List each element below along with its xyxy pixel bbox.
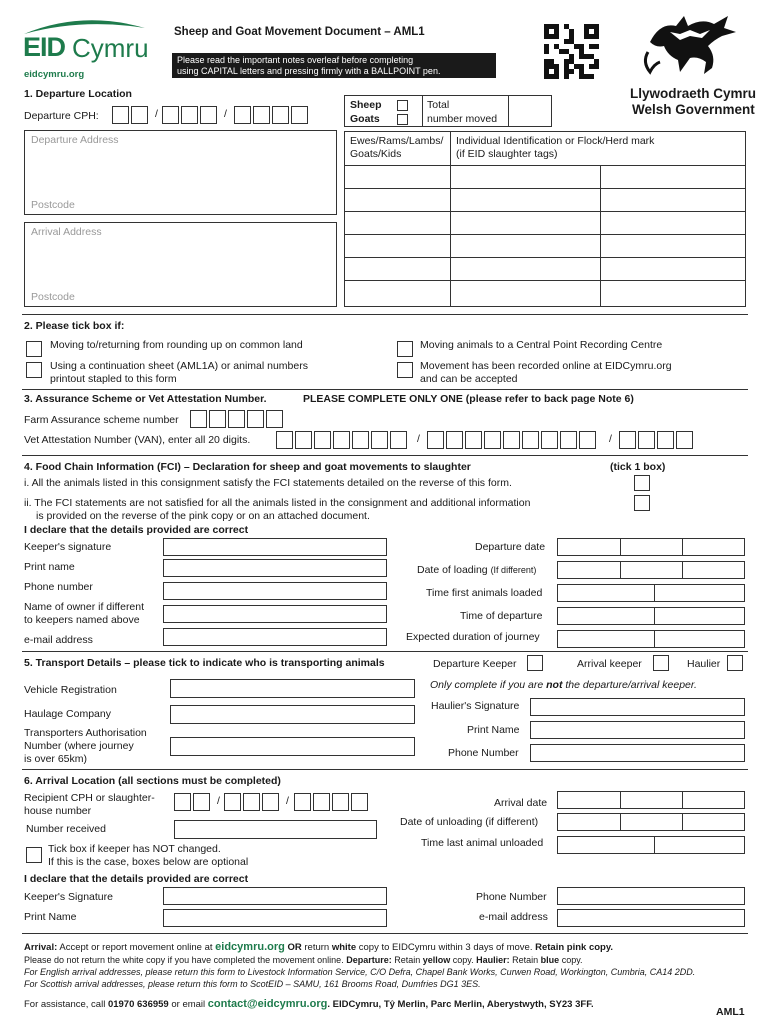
recorded-online-checkbox[interactable] bbox=[397, 362, 413, 378]
only-complete-not: not bbox=[546, 679, 563, 691]
arrival-cph-part3[interactable] bbox=[294, 793, 370, 811]
haulage-company-input[interactable] bbox=[170, 705, 415, 724]
farm-assurance-label: Farm Assurance scheme number bbox=[24, 414, 179, 426]
haulier-print-name-input[interactable] bbox=[530, 721, 745, 739]
logo-eid: EID bbox=[23, 32, 66, 62]
vehicle-registration-label: Vehicle Registration bbox=[24, 684, 117, 696]
arrival-keeper-checkbox[interactable] bbox=[653, 655, 669, 671]
ewes-header-2: Goats/Kids bbox=[350, 148, 402, 160]
footer-eidcymru-link[interactable]: eidcymru.org bbox=[215, 941, 285, 953]
footer-english-address: For English arrival addresses, please return this form to Livestock Information Service, C/O Defra, Chapel Bank Works, Curwen Road, Workington, Cumbria, CA14 2DD. bbox=[24, 967, 696, 977]
common-land-label: Moving to/returning from rounding up on common land bbox=[50, 339, 303, 351]
haulier-label: Haulier bbox=[687, 658, 721, 670]
recorded-online-label-2: and can be accepted bbox=[420, 373, 518, 385]
declaration-1: I declare that the details provided are correct bbox=[24, 524, 249, 536]
footer-l2-yellow: yellow bbox=[422, 955, 451, 965]
animal-identification-table bbox=[344, 131, 746, 307]
ident-header: Individual Identification or Flock/Herd mark bbox=[456, 135, 655, 147]
email-label: e-mail address bbox=[24, 634, 93, 646]
declaration-2: I declare that the details provided are correct bbox=[24, 873, 249, 885]
page-title: Sheep and Goat Movement Document – AML1 bbox=[174, 26, 425, 38]
time-unloaded-label: Time last animal unloaded bbox=[421, 837, 544, 849]
tan-label-3: is over 65km) bbox=[24, 753, 88, 765]
footer-l2-blue: blue bbox=[540, 955, 560, 965]
keeper-not-changed-checkbox[interactable] bbox=[26, 847, 42, 863]
number-received-label: Number received bbox=[26, 823, 106, 835]
departure-date-input[interactable] bbox=[557, 538, 745, 556]
section-2-title: 2. Please tick box if: bbox=[24, 320, 125, 332]
section-3-instruction: PLEASE COMPLETE ONLY ONE (please refer to back page Note 6) bbox=[303, 393, 634, 405]
footer-assistance-line bbox=[24, 998, 594, 1010]
qr-code-icon bbox=[544, 24, 599, 79]
arrival-keeper-signature-input[interactable] bbox=[163, 887, 387, 905]
footer-l1-e: copy to EIDCymru within 3 days of move. bbox=[356, 942, 536, 953]
ewes-header: Ewes/Rams/Lambs/ bbox=[350, 135, 444, 147]
fci-statement-ii: ii. The FCI statements are not satisfied for all the animals listed in the consignment and additional information bbox=[24, 497, 531, 509]
haulier-phone-label: Phone Number bbox=[448, 747, 519, 759]
welsh-dragon-icon bbox=[640, 12, 740, 80]
tan-label-2: Number (where journey bbox=[24, 740, 134, 752]
time-loaded-input[interactable] bbox=[557, 584, 745, 602]
footer-email-link[interactable]: contact@eidcymru.org bbox=[207, 998, 328, 1010]
departure-keeper-label: Departure Keeper bbox=[433, 658, 517, 670]
form-code: AML1 bbox=[716, 1006, 745, 1018]
arrival-email-input[interactable] bbox=[557, 909, 745, 927]
time-loaded-label: Time first animals loaded bbox=[426, 587, 543, 599]
footer-l2-b: Retain bbox=[391, 955, 423, 965]
farm-assurance-input[interactable] bbox=[190, 410, 285, 428]
unloading-date-input[interactable] bbox=[557, 813, 745, 831]
loading-date-note: (If different) bbox=[490, 565, 537, 575]
arrival-email-label: e-mail address bbox=[479, 911, 548, 923]
goats-checkbox[interactable] bbox=[397, 114, 408, 125]
notice-line-2: using CAPITAL letters and pressing firmly with a BALLPOINT pen. bbox=[177, 66, 441, 76]
departure-keeper-checkbox[interactable] bbox=[527, 655, 543, 671]
departure-cph-label: Departure CPH: bbox=[24, 110, 99, 122]
goats-label: Goats bbox=[350, 113, 380, 125]
footer-l2-d: Retain bbox=[509, 955, 541, 965]
departure-address-placeholder: Departure Address bbox=[31, 134, 119, 146]
section-6-title: 6. Arrival Location (all sections must be completed) bbox=[24, 775, 281, 787]
footer-l5-c: . EIDCymru, Tŷ Merlin, Parc Merlin, Aberystwyth, SY23 3FF. bbox=[327, 999, 594, 1010]
owner-label-2: to keepers named above bbox=[24, 614, 140, 626]
logo-cymru: Cymru bbox=[72, 33, 149, 63]
cph-separator: / bbox=[217, 795, 220, 807]
footer-phone: 01970 636959 bbox=[107, 999, 169, 1010]
cph-separator: / bbox=[224, 108, 227, 120]
cph-separator: / bbox=[155, 108, 158, 120]
departure-cph-part3[interactable] bbox=[234, 106, 310, 124]
section-3-title: 3. Assurance Scheme or Vet Attestation Number. bbox=[24, 393, 267, 405]
footer-scottish-address: For Scottish arrival addresses, please return this form to ScotEID – SAMU, 161 Brooms Road, Dumfries DG1 3ES. bbox=[24, 979, 481, 989]
central-point-checkbox[interactable] bbox=[397, 341, 413, 357]
vet-attestation-label: Vet Attestation Number (VAN), enter all 20 digits. bbox=[24, 434, 251, 446]
footer-l2-dep: Departure: bbox=[346, 955, 392, 965]
loading-date-input[interactable] bbox=[557, 561, 745, 579]
email-input[interactable] bbox=[163, 628, 387, 646]
van-part3[interactable] bbox=[619, 431, 695, 449]
van-separator: / bbox=[609, 433, 612, 445]
fci-statement-ii-2: is provided on the reverse of the pink copy or on an attached document. bbox=[36, 510, 370, 522]
van-part1[interactable] bbox=[276, 431, 409, 449]
gov-name-welsh: Llywodraeth Cymru bbox=[630, 86, 757, 101]
notice-banner bbox=[172, 53, 496, 78]
arrival-print-name-input[interactable] bbox=[163, 909, 387, 927]
number-received-input[interactable] bbox=[174, 820, 377, 839]
arrival-phone-input[interactable] bbox=[557, 887, 745, 905]
cph-separator: / bbox=[286, 795, 289, 807]
continuation-sheet-checkbox[interactable] bbox=[26, 362, 42, 378]
footer-l5-b: or email bbox=[168, 999, 208, 1010]
print-name-input[interactable] bbox=[163, 559, 387, 577]
departure-cph-part1[interactable] bbox=[112, 106, 150, 124]
arrival-address-placeholder: Arrival Address bbox=[31, 226, 102, 238]
continuation-label: Using a continuation sheet (AML1A) or animal numbers bbox=[50, 360, 308, 372]
arrival-cph-part1[interactable] bbox=[174, 793, 212, 811]
owner-label: Name of owner if different bbox=[24, 601, 145, 613]
duration-input[interactable] bbox=[557, 630, 745, 648]
common-land-checkbox[interactable] bbox=[26, 341, 42, 357]
eidcymru-url[interactable]: eidcymru.org bbox=[24, 69, 85, 80]
ident-header-2: (if EID slaughter tags) bbox=[456, 148, 558, 160]
time-unloaded-input[interactable] bbox=[557, 836, 745, 854]
unloading-date-label: Date of unloading (if different) bbox=[400, 816, 539, 828]
keeper-signature-label: Keeper's signature bbox=[24, 541, 112, 553]
departure-postcode-placeholder: Postcode bbox=[31, 199, 75, 211]
arrival-date-label: Arrival date bbox=[494, 797, 548, 809]
section-5-title: 5. Transport Details – please tick to indicate who is transporting animals bbox=[24, 657, 385, 669]
van-separator: / bbox=[417, 433, 420, 445]
footer-l2-a: Please do not return the white copy if you have completed the movement online. bbox=[24, 955, 347, 965]
gov-name-english: Welsh Government bbox=[632, 102, 755, 117]
van-part2[interactable] bbox=[427, 431, 598, 449]
tan-label: Transporters Authorisation bbox=[24, 727, 147, 739]
only-complete-post: the departure/arrival keeper. bbox=[562, 679, 697, 691]
only-complete-note bbox=[430, 679, 697, 691]
footer-l1-d: return bbox=[301, 942, 332, 953]
haulier-signature-label: Haulier's Signature bbox=[431, 700, 520, 712]
footer-retain-line bbox=[24, 955, 583, 965]
time-departure-label: Time of departure bbox=[460, 610, 543, 622]
recipient-cph-label-2: house number bbox=[24, 805, 92, 817]
fci-ii-checkbox[interactable] bbox=[634, 495, 650, 511]
loading-date-label bbox=[417, 564, 536, 576]
only-complete-pre: Only complete if you are bbox=[430, 679, 547, 691]
notice-line-1: Please read the important notes overleaf before completing bbox=[177, 55, 414, 65]
haulier-signature-input[interactable] bbox=[530, 698, 745, 716]
total-label: Total bbox=[427, 99, 450, 111]
total-label-2: number moved bbox=[427, 113, 498, 125]
arrival-print-name-label: Print Name bbox=[24, 911, 77, 923]
footer-l2-haul: Haulier: bbox=[476, 955, 510, 965]
tan-input[interactable] bbox=[170, 737, 415, 756]
duration-label: Expected duration of journey bbox=[406, 631, 540, 643]
loading-date-text: Date of loading bbox=[417, 564, 488, 576]
footer-l1-f: Retain pink copy. bbox=[535, 942, 614, 953]
footer-l1-b: Accept or report movement online at bbox=[57, 942, 216, 953]
departure-cph-part2[interactable] bbox=[162, 106, 219, 124]
haulier-checkbox[interactable] bbox=[727, 655, 743, 671]
haulage-company-label: Haulage Company bbox=[24, 708, 111, 720]
arrival-date-input[interactable] bbox=[557, 791, 745, 809]
arrival-keeper-signature-label: Keeper's Signature bbox=[24, 891, 113, 903]
time-departure-input[interactable] bbox=[557, 607, 745, 625]
footer-arrival-label: Arrival: bbox=[24, 942, 58, 953]
phone-label: Phone number bbox=[24, 581, 93, 593]
recipient-cph-label: Recipient CPH or slaughter- bbox=[24, 792, 155, 804]
print-name-label: Print name bbox=[24, 561, 75, 573]
haulier-phone-input[interactable] bbox=[530, 744, 745, 762]
keeper-not-changed-label: Tick box if keeper has NOT changed. bbox=[48, 843, 221, 855]
keeper-signature-input[interactable] bbox=[163, 538, 387, 556]
sheep-label: Sheep bbox=[350, 99, 382, 111]
keeper-not-changed-label-2: If this is the case, boxes below are optional bbox=[48, 856, 249, 868]
section-1-title: 1. Departure Location bbox=[24, 88, 132, 100]
haulier-print-name-label: Print Name bbox=[467, 724, 520, 736]
fci-statement-i: i. All the animals listed in this consignment satisfy the FCI statements detailed on the reverse of this form. bbox=[24, 477, 512, 489]
arrival-keeper-label: Arrival keeper bbox=[577, 658, 642, 670]
tick-one-box: (tick 1 box) bbox=[610, 461, 666, 473]
eidcymru-logo bbox=[22, 14, 147, 74]
central-point-label: Moving animals to a Central Point Recording Centre bbox=[420, 339, 663, 351]
departure-date-label: Departure date bbox=[475, 541, 546, 553]
owner-input[interactable] bbox=[163, 605, 387, 623]
footer-white: white bbox=[331, 942, 357, 953]
continuation-label-2: printout stapled to this form bbox=[50, 373, 177, 385]
footer-l5-a: For assistance, call bbox=[24, 999, 108, 1010]
arrival-cph-part2[interactable] bbox=[224, 793, 281, 811]
departure-address-field[interactable] bbox=[24, 130, 337, 215]
recorded-online-label: Movement has been recorded online at EIDCymru.org bbox=[420, 360, 672, 372]
arrival-postcode-placeholder: Postcode bbox=[31, 291, 75, 303]
vehicle-registration-input[interactable] bbox=[170, 679, 415, 698]
arrival-phone-label: Phone Number bbox=[476, 891, 547, 903]
sheep-checkbox[interactable] bbox=[397, 100, 408, 111]
footer-l2-e: copy. bbox=[559, 955, 583, 965]
footer-l2-c: copy. bbox=[450, 955, 477, 965]
arrival-address-field[interactable] bbox=[24, 222, 337, 307]
phone-input[interactable] bbox=[163, 582, 387, 600]
animal-type-box bbox=[344, 95, 552, 127]
fci-i-checkbox[interactable] bbox=[634, 475, 650, 491]
footer-l1-c: OR bbox=[284, 942, 302, 953]
footer-arrival-line bbox=[24, 941, 613, 953]
section-4-title: 4. Food Chain Information (FCI) – Declaration for sheep and goat movements to slaughter bbox=[24, 461, 471, 473]
